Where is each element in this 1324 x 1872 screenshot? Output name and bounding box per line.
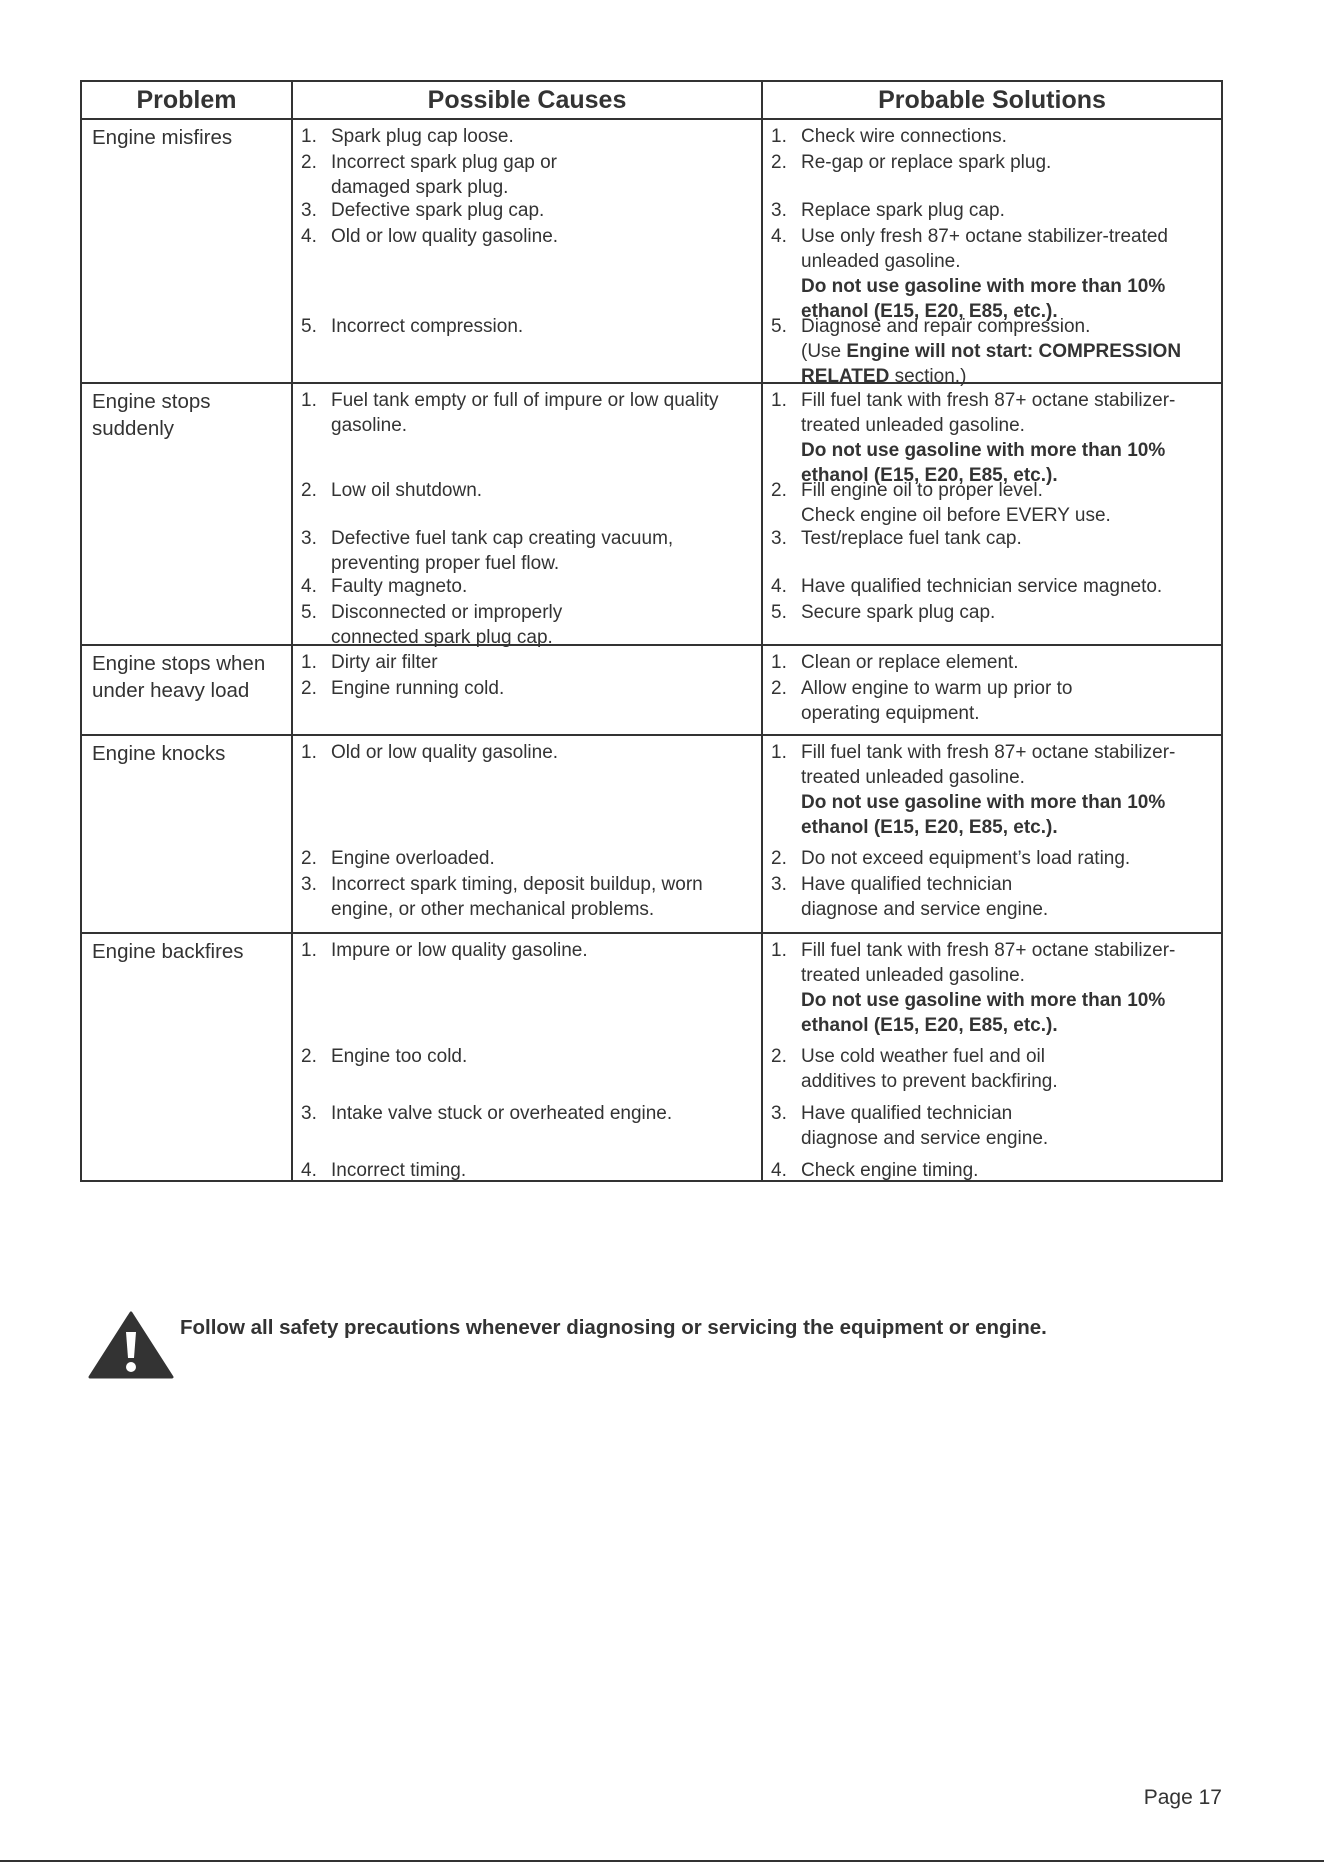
list-item: 1. Fill fuel tank with fresh 87+ octane stabilizer-treated unleaded gasoline. Do not use gasoline with more than 10% ethanol (E15, E20, E85, etc.). <box>771 742 1176 838</box>
list-item: 1. Spark plug cap loose. <box>301 126 514 147</box>
solutions-cell <box>763 736 1221 932</box>
problem-cell: Engine stops suddenly <box>82 384 293 644</box>
list-item: 2. Incorrect spark plug gap or damaged spark plug. <box>301 152 558 198</box>
list-item: 4. Incorrect timing. <box>301 1160 467 1181</box>
solutions-cell <box>763 646 1221 734</box>
table-row <box>82 382 1221 648</box>
causes-cell <box>293 736 763 932</box>
list-item: 4. Faulty magneto. <box>301 576 468 597</box>
solutions-cell <box>763 120 1221 387</box>
list-item: 2. Engine running cold. <box>301 678 505 699</box>
solutions-cell <box>763 384 1221 644</box>
list-item: 4. Use only fresh 87+ octane stabilizer-treated unleaded gasoline. Do not use gasoline with more than 10% ethanol (E15, E20, E85, etc.). <box>771 226 1169 322</box>
header-probable-solutions: Probable Solutions <box>878 86 1106 114</box>
causes-cell <box>293 120 763 382</box>
list-item: 4. Check engine timing. <box>771 1160 979 1181</box>
header-possible-causes: Possible Causes <box>293 82 763 118</box>
list-item: 2. Use cold weather fuel and oil additives to prevent backfiring. <box>771 1046 1058 1092</box>
list-item: 3. Have qualified technician diagnose and service engine. <box>771 874 1049 920</box>
list-item: 1. Fuel tank empty or full of impure or low quality gasoline. <box>301 390 719 436</box>
list-item: 2. Engine too cold. <box>301 1046 468 1067</box>
causes-cell <box>293 934 763 1180</box>
list-item: 5. Disconnected or improperly connected spark plug cap. <box>301 602 563 648</box>
solutions-cell <box>763 934 1221 1180</box>
ethanol-warning: Do not use gasoline with more than 10% ethanol (E15, E20, E85, etc.). <box>801 276 1166 322</box>
list-item: 1. Check wire connections. <box>771 126 1007 147</box>
troubleshooting-table <box>80 80 1223 1182</box>
list-item: 3. Defective spark plug cap. <box>301 200 545 221</box>
list-item: 2. Allow engine to warm up prior to operating equipment. <box>771 678 1073 724</box>
table-row <box>82 734 1221 932</box>
list-item: 1. Old or low quality gasoline. <box>301 742 559 763</box>
list-item: 1. Clean or replace element. <box>771 652 1019 673</box>
table-row <box>82 932 1221 1180</box>
list-item: 1. Impure or low quality gasoline. <box>301 940 588 961</box>
list-item: 3. Intake valve stuck or overheated engine. <box>301 1103 673 1124</box>
list-item: 2. Low oil shutdown. <box>301 480 483 501</box>
page-number: Page 17 <box>1143 1786 1222 1809</box>
list-item: 2. Do not exceed equipment’s load rating. <box>771 848 1131 869</box>
list-item: 3. Replace spark plug cap. <box>771 200 1005 221</box>
list-item: 4. Have qualified technician service magneto. <box>771 576 1163 597</box>
table-row <box>82 644 1221 734</box>
problem-cell: Engine backfires <box>82 934 293 1180</box>
table-header <box>82 82 1221 118</box>
bottom-divider <box>0 1860 1324 1862</box>
list-item: 4. Old or low quality gasoline. <box>301 226 559 247</box>
problem-cell: Engine knocks <box>82 736 293 932</box>
list-item: 3. Defective fuel tank cap creating vacuum, preventing proper fuel flow. <box>301 528 674 574</box>
problem-cell: Engine misfires <box>82 120 293 382</box>
list-item: 2. Fill engine oil to proper level. Check engine oil before EVERY use. <box>771 480 1111 526</box>
problem-cell: Engine stops when under heavy load <box>82 646 293 734</box>
list-item: 3. Test/replace fuel tank cap. <box>771 528 1022 549</box>
causes-cell <box>293 646 763 734</box>
list-item: 3. Incorrect spark timing, deposit buildup, worn engine, or other mechanical problems. <box>301 874 703 920</box>
list-item: 2. Engine overloaded. <box>301 848 495 869</box>
list-item: 5. Incorrect compression. <box>301 316 524 337</box>
ethanol-warning: Do not use gasoline with more than 10% ethanol (E15, E20, E85, etc.). <box>801 990 1166 1036</box>
ethanol-warning: Do not use gasoline with more than 10% ethanol (E15, E20, E85, etc.). <box>801 792 1166 838</box>
list-item: 1. Dirty air filter <box>301 652 438 673</box>
list-item: 5. Secure spark plug cap. <box>771 602 996 623</box>
causes-cell <box>293 384 763 648</box>
table-row <box>82 118 1221 387</box>
list-item: 5. Diagnose and repair compression. (Use Engine will not start: COMPRESSION RELATED section.) <box>771 316 1182 387</box>
warning-triangle-icon <box>88 1310 174 1380</box>
list-item: 1. Fill fuel tank with fresh 87+ octane stabilizer-treated unleaded gasoline. Do not use gasoline with more than 10% ethanol (E15, E20, E85, etc.). <box>771 390 1176 486</box>
list-item: 3. Have qualified technician diagnose and service engine. <box>771 1103 1049 1149</box>
list-item: 2. Re-gap or replace spark plug. <box>771 152 1052 173</box>
list-item: 1. Fill fuel tank with fresh 87+ octane stabilizer-treated unleaded gasoline. Do not use gasoline with more than 10% ethanol (E15, E20, E85, etc.). <box>771 940 1176 1036</box>
header-problem: Problem <box>82 82 293 118</box>
safety-note: Follow all safety precautions whenever diagnosing or servicing the equipment or engine. <box>180 1316 1047 1339</box>
ethanol-warning: Do not use gasoline with more than 10% ethanol (E15, E20, E85, etc.). <box>801 440 1166 486</box>
